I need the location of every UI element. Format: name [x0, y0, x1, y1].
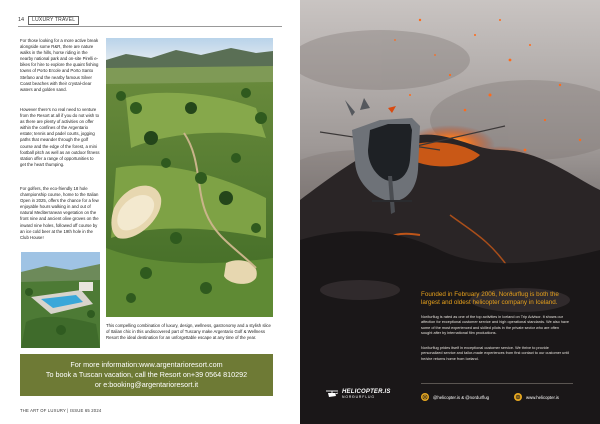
brand-name: HELICOPTER.IS [342, 389, 391, 395]
page-number: 14 [18, 17, 25, 23]
instagram-handle[interactable]: @helicopter.is & @nordurflug [433, 394, 490, 400]
advert-body-1: Norðurflug is rated as one of the top activities in Iceland on Trip Advisor. It shows our affection for exceptional customer service and high operational standards. We also have some of the most experienced and skilled pilots in the private sector who are often sought after by international film productions. [421, 315, 570, 335]
header-rule [18, 26, 282, 27]
instagram-contact[interactable] [421, 393, 489, 401]
page-header [18, 15, 79, 25]
promo-box [20, 354, 273, 396]
body-paragraph-3: For golfers, the eco-friendly 18 hole championship course, home to the Italian Open in 2025, offers the chance for a few enjoyable hours walking in and out of natural Mediterranean vegetation on the front nine and ancient olive groves on the inward nine holes, followed off course by an ice cold beer at the 19th hole in the Club House! [20, 186, 99, 240]
promo-email-line[interactable]: or e:booking@argentarioresort.it [94, 380, 199, 389]
website-url[interactable]: www.helicopter.is [526, 394, 559, 400]
resort-pool-photo [21, 252, 100, 348]
website-contact[interactable] [514, 393, 559, 401]
globe-icon [514, 393, 522, 401]
instagram-icon [421, 393, 429, 401]
right-page-advert [300, 0, 600, 424]
body-paragraph-1: For those looking for a more active break alongside some R&R, there are nature walks in the hills, horse riding in the nearby national park and on-site Pirelli e-bikes for hire to explore the quaint fishing towns of Porto Ercole and Porto Santo Stefano and the nearby famous Silver Coast beaches with their crystal-clear waters and golden sand. [20, 38, 99, 92]
section-tag: LUXURY TRAVEL [28, 16, 79, 25]
photo-caption: This compelling combination of luxury, design, wellness, gastronomy and a stylish slice of Italian chic in this undiscovered part of Tuscany make Argentario Golf & Wellness Resort the ideal destination for an unforgettable escape at any time of the year. [106, 323, 271, 340]
page-footer: THE ART OF LUXURY | ISSUE 65 2024 [20, 408, 102, 413]
advert-headline: Founded in February 2006, Norðurflug is both the largest and oldest helicopter company in Iceland. [421, 291, 559, 306]
promo-phone-line[interactable]: To book a Tuscan vacation, call the Resort on+39 0564 810292 [45, 370, 248, 379]
advert-body-2: Norðurflug prides itself in exceptional customer service. We thrive to provide personalized service and tailor-made experiences from first contact to our customer until he/she returns home from Iceland. [421, 346, 570, 361]
golf-course-photo [106, 38, 273, 317]
promo-info-line[interactable]: For more information:www.argentarioresort.com [70, 360, 223, 369]
helicopter-logo-icon [325, 389, 339, 399]
brand-logo [325, 389, 391, 399]
brand-subtitle: NORÐURFLUG [342, 395, 375, 399]
advert-divider [421, 383, 573, 384]
body-paragraph-2: However there's no real need to venture from the Resort at all if you do not wish to as there are plenty of activities on offer within the confines of the Argentario estate; tennis and padel courts, jogging paths that meander through the golf course and the edge of the forest, a mini football pitch as well as an outdoor fitness station offer a range of opportunities to get the heart thumping. [20, 107, 100, 167]
